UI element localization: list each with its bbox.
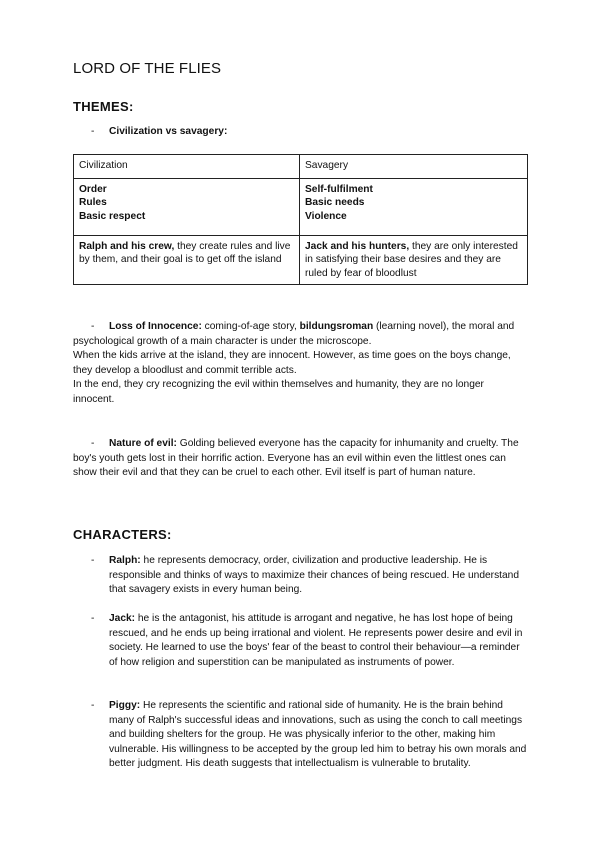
jack-name: Jack: xyxy=(109,613,136,624)
jack-hunters-label: Jack and his hunters, xyxy=(305,241,410,252)
character-text: he is the antagonist, his attitude is arrogant and negative, he has lost hope of being rescued, and he ends up being irrational and violent. He represents power desire and evil in society. He learned to use the boys' fear of the beast to control their behaviour—a reminder of how religion and superstition can be manipulated as instruments of power. xyxy=(109,613,523,668)
value-item: Basic respect xyxy=(79,210,146,222)
jack-hunters-text: they are only interested in satisfying their base desires and they are ruled by fear of bloodlust xyxy=(305,241,518,279)
paragraph-text: coming-of-age story, xyxy=(201,321,300,332)
bullet-dash: - xyxy=(91,321,95,332)
bildungsroman-term: bildungsroman xyxy=(299,321,374,332)
innocence-paragraph-2: When the kids arrive at the island, they are innocent. However, as time goes on the boys change, they develop a bloodlust and commit terrible acts. xyxy=(73,350,511,376)
document-title: LORD OF THE FLIES xyxy=(73,60,222,77)
ralph-crew-cell xyxy=(74,236,300,285)
bullet-dash: - xyxy=(91,126,95,137)
table-row xyxy=(74,236,528,285)
civilization-values-cell xyxy=(74,179,300,236)
ralph-name: Ralph: xyxy=(109,555,141,566)
table-header-row xyxy=(74,155,528,179)
savagery-values-cell xyxy=(300,179,528,236)
nature-of-evil-label: Nature of evil: xyxy=(109,438,177,449)
table-row xyxy=(74,179,528,236)
innocence-paragraph-3: In the end, they cry recognizing the evil within themselves and humanity, they are no longer innocent. xyxy=(73,379,484,405)
ralph-crew-label: Ralph and his crew, xyxy=(79,241,175,252)
bullet-dash: - xyxy=(91,438,95,449)
bullet-dash: - xyxy=(91,700,95,711)
value-item: Self-fulfilment xyxy=(305,184,373,195)
paragraph-text: (learning novel), the moral and psychological growth of a main character is under the microscope. xyxy=(73,321,515,347)
character-jack xyxy=(109,612,527,670)
nature-of-evil-paragraph xyxy=(73,437,527,481)
value-item: Violence xyxy=(305,210,347,222)
theme-civilization-label: Civilization vs savagery: xyxy=(109,126,228,137)
civilization-savagery-table xyxy=(73,154,528,285)
character-ralph xyxy=(109,554,527,598)
characters-heading: CHARACTERS: xyxy=(73,527,172,542)
bullet-dash: - xyxy=(91,613,95,624)
character-text: He represents the scientific and rational side of humanity. He is the brain behind many of Ralph's successful ideas and innovations, such as using the conch to call meetings and building shelters for the group. He was physically inferior to the other, making him vulnerable. His willingness to be accepted by the group led him to betray his own morals and better judgment. His death suggests that intellectualism is vulnerable to brutality. xyxy=(109,700,527,770)
value-item: Order xyxy=(79,184,107,195)
themes-heading: THEMES: xyxy=(73,99,134,114)
character-piggy xyxy=(109,699,527,772)
value-item: Rules xyxy=(79,197,107,209)
piggy-name: Piggy: xyxy=(109,700,141,711)
loss-of-innocence-paragraph xyxy=(73,320,527,349)
table-header-civilization: Civilization xyxy=(74,155,300,179)
paragraph-text: Golding believed everyone has the capacity for inhumanity and cruelty. The boy's youth gets lost in their horrific action. Everyone has an evil within even the littlest ones can show their evil and that they can be cruel to each other. Evil itself is part of human nature. xyxy=(73,438,519,479)
value-item: Basic needs xyxy=(305,197,365,209)
ralph-crew-text: they create rules and live by them, and their goal is to get off the island xyxy=(79,241,291,266)
character-text: he represents democracy, order, civilization and productive leadership. He is responsible and thinks of ways to maximize their chances of being rescued. He understand that savagery exists in every human being. xyxy=(109,555,519,596)
table-header-savagery: Savagery xyxy=(300,155,528,179)
bullet-dash: - xyxy=(91,555,95,566)
jack-hunters-cell xyxy=(300,236,528,285)
loss-of-innocence-label: Loss of Innocence: xyxy=(109,321,202,332)
